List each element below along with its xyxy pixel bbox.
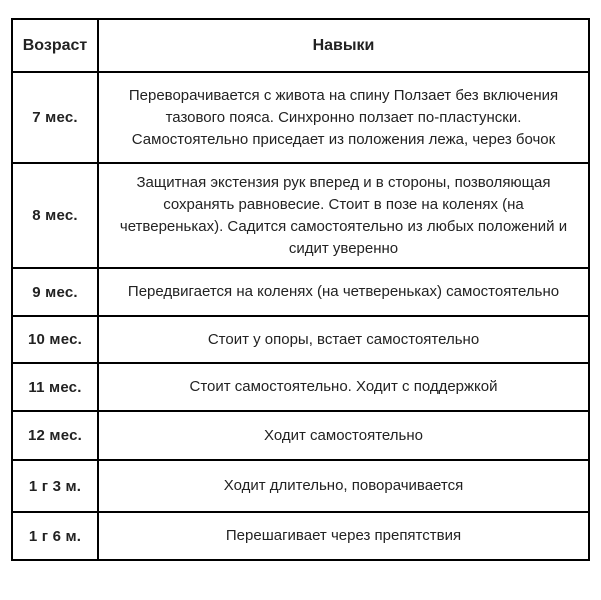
skills-cell: Ходит самостоятельно bbox=[98, 411, 589, 460]
skills-cell: Переворачивается с живота на спину Ползает без включения тазового пояса. Синхронно ползает по-пластунски. Самостоятельно приседает из положения лежа, через бочок bbox=[98, 72, 589, 163]
skills-cell: Стоит самостоятельно. Ходит с поддержкой bbox=[98, 363, 589, 411]
age-cell: 12 мес. bbox=[12, 411, 98, 460]
table-row bbox=[12, 512, 589, 560]
age-cell: 1 г 3 м. bbox=[12, 460, 98, 512]
skills-cell: Защитная экстензия рук вперед и в стороны, позволяющая сохранять равновесие. Стоит в позе на коленях (на четвереньках). Садится самостоятельно из любых положений и сидит уверенно bbox=[98, 163, 589, 268]
table-row bbox=[12, 363, 589, 411]
table-row bbox=[12, 460, 589, 512]
table-header-row bbox=[12, 19, 589, 72]
table-row bbox=[12, 163, 589, 268]
table-row bbox=[12, 316, 589, 363]
age-cell: 8 мес. bbox=[12, 163, 98, 268]
age-cell: 10 мес. bbox=[12, 316, 98, 363]
skills-cell: Стоит у опоры, встает самостоятельно bbox=[98, 316, 589, 363]
skills-cell: Ходит длительно, поворачивается bbox=[98, 460, 589, 512]
table-row bbox=[12, 411, 589, 460]
header-skills: Навыки bbox=[98, 19, 589, 72]
table-row bbox=[12, 72, 589, 163]
table-row bbox=[12, 268, 589, 316]
skills-cell: Перешагивает через препятствия bbox=[98, 512, 589, 560]
milestones-table bbox=[11, 18, 590, 561]
age-cell: 1 г 6 м. bbox=[12, 512, 98, 560]
age-cell: 9 мес. bbox=[12, 268, 98, 316]
age-cell: 7 мес. bbox=[12, 72, 98, 163]
header-age: Возраст bbox=[12, 19, 98, 72]
age-cell: 11 мес. bbox=[12, 363, 98, 411]
skills-cell: Передвигается на коленях (на четвереньках) самостоятельно bbox=[98, 268, 589, 316]
